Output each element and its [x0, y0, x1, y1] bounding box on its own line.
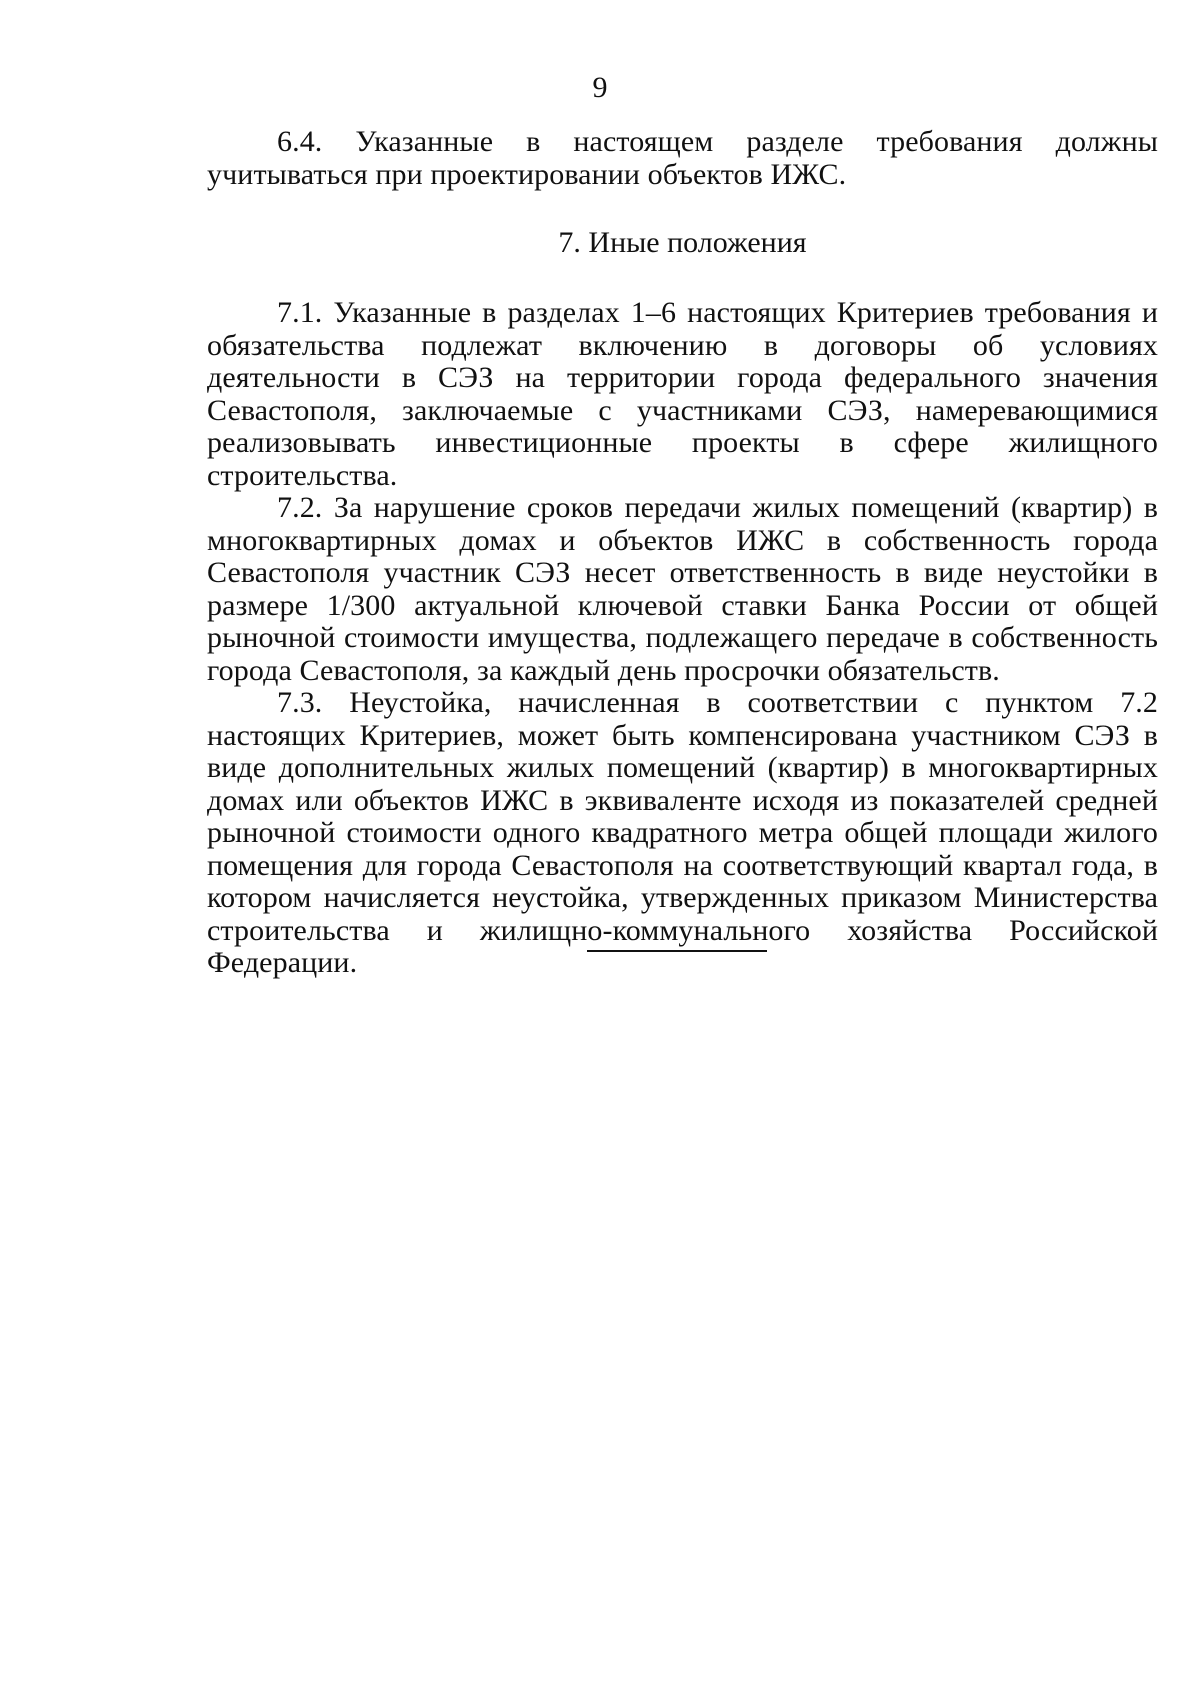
paragraph-7-1: 7.1. Указанные в разделах 1–6 настоящих Критериев требования и обязательства подлежат включению в договоры об условиях деятельности в СЭЗ на территории города федерального значения Севастополя, заключаемые с участниками СЭЗ, намеревающимися реализовывать инвестиционные проекты в сфере жилищного строительства.: [207, 296, 1158, 492]
end-of-document-rule: [587, 950, 767, 952]
paragraph-7-2: 7.2. За нарушение сроков передачи жилых помещений (квартир) в многоквартирных домах и объектов ИЖС в собственность города Севастополя участник СЭЗ несет ответственность в виде неустойки в размере 1/300 актуальной ключевой ставки Банка России от общей рыночной стоимости имущества, подлежащего передаче в собственность города Севастополя, за каждый день просрочки обязательств.: [207, 491, 1158, 687]
document-body: [207, 126, 1158, 980]
section-heading-7: 7. Иные положения: [558, 226, 807, 259]
paragraph-6-4: 6.4. Указанные в настоящем разделе требования должны учитываться при проектировании объектов ИЖС.: [207, 125, 1158, 191]
page-number: 9: [592, 71, 608, 104]
paragraph-7-3: 7.3. Неустойка, начисленная в соответствии с пунктом 7.2 настоящих Критериев, может быть компенсирована участником СЭЗ в виде дополнительных жилых помещений (квартир) в многоквартирных домах или объектов ИЖС в эквиваленте исходя из показателей средней рыночной стоимости одного квадратного метра общей площади жилого помещения для города Севастополя на соответствующий квартал года, в котором начисляется неустойка, утвержденных приказом Министерства строительства и жилищно-коммунального хозяйства Российской Федерации.: [207, 686, 1158, 979]
